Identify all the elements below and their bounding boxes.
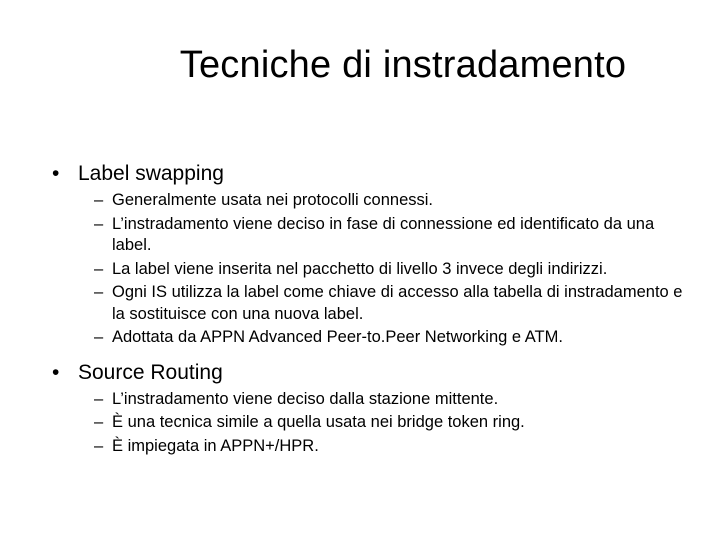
list-item <box>52 412 692 434</box>
list-item-text: È impiegata in APPN+/HPR. <box>112 436 319 455</box>
dash-icon: – <box>94 436 104 455</box>
bullet-icon: • <box>52 360 60 384</box>
list-item-text: La label viene inserita nel pacchetto di livello 3 invece degli indirizzi. <box>112 259 608 278</box>
sublist-source-routing <box>52 389 692 458</box>
dash-icon: – <box>94 283 104 301</box>
list-item <box>52 190 692 212</box>
list-item <box>52 282 692 325</box>
list-item-text: Generalmente usata nei protocolli connessi. <box>112 191 434 209</box>
section-source-routing <box>52 359 692 386</box>
list-item-text: L’instradamento viene deciso dalla stazione mittente. <box>112 389 499 408</box>
list-item <box>52 259 692 281</box>
section-heading: Source Routing <box>78 360 223 384</box>
list-item-text: Ogni IS utilizza la label come chiave di accesso alla tabella di instradamento e la sostituisce con una nuova label. <box>112 283 683 323</box>
dash-icon: – <box>94 259 104 278</box>
list-item-text: L’instradamento viene deciso in fase di connessione ed identificato da una label. <box>112 214 655 254</box>
sublist-label-swapping <box>52 190 692 349</box>
dash-icon: – <box>94 214 104 233</box>
slide-title: Tecniche di instradamento <box>179 44 627 86</box>
dash-icon: – <box>94 413 104 431</box>
list-item <box>52 389 692 411</box>
list-item <box>52 327 692 349</box>
list-item <box>52 214 692 257</box>
list-item-text: È una tecnica simile a quella usata nei bridge token ring. <box>112 413 525 431</box>
list-item <box>52 436 692 458</box>
bullet-icon: • <box>52 162 60 185</box>
section-label-swapping <box>52 160 692 187</box>
dash-icon: – <box>94 389 104 408</box>
dash-icon: – <box>94 191 104 209</box>
dash-icon: – <box>94 328 104 346</box>
list-item-text: Adottata da APPN Advanced Peer-to.Peer Networking e ATM. <box>112 328 563 346</box>
slide-content <box>52 160 692 467</box>
section-heading: Label swapping <box>78 162 224 185</box>
